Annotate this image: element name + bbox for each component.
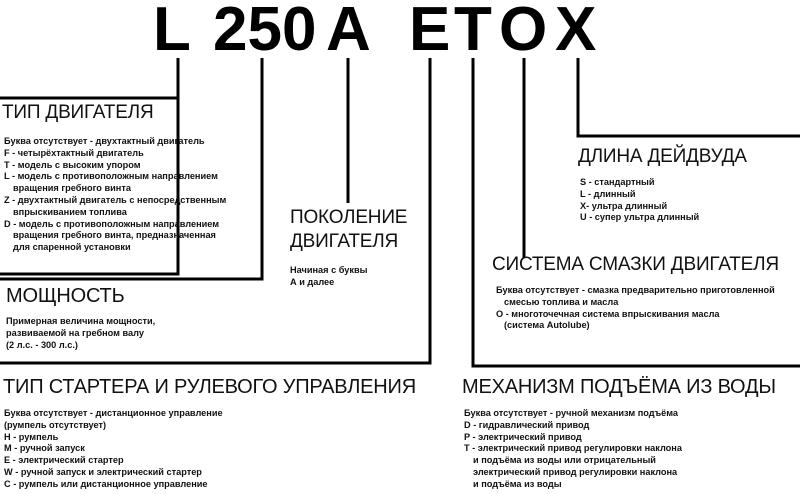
code-letter-starter: E xyxy=(409,0,451,64)
engine-type-line: для спаренной установки xyxy=(13,242,131,253)
tilt-mechanism-line: и подъёма из воды или отрицательный xyxy=(473,455,656,466)
lubrication-description xyxy=(496,285,775,332)
shaft-length-line: X- ультра длинный xyxy=(580,200,668,211)
lubrication-line: Буква отсутствует - смазка предварительно приготовленной xyxy=(496,285,775,295)
generation-line: А и далее xyxy=(290,276,335,287)
shaft-length-line: L - длинный xyxy=(580,188,636,199)
tilt-mechanism-line: D - гидравлический привод xyxy=(464,419,590,430)
engine-type-line: вращения гребного винта, предназначенная xyxy=(13,230,216,241)
lubrication-title: СИСТЕМА СМАЗКИ ДВИГАТЕЛЯ xyxy=(492,254,779,275)
shaft-length-line: U - супер ультра длинный xyxy=(580,212,700,223)
starter-steering-line: (румпель отсутствует) xyxy=(4,419,107,430)
starter-steering-line: H - румпель xyxy=(4,431,59,442)
tilt-mechanism-description xyxy=(464,408,682,491)
engine-type-title: ТИП ДВИГАТЕЛЯ xyxy=(2,102,154,123)
engine-type-line: впрыскиванием топлива xyxy=(13,206,127,217)
code-letter-generation: A xyxy=(326,0,371,64)
tilt-mechanism-line: электрический привод регулировки наклона xyxy=(473,466,678,477)
generation-line: Начиная с буквы xyxy=(290,265,368,275)
code-letter-tilt: T xyxy=(454,0,492,64)
engine-type-line: Буква отсутствует - двухтактный двигатель xyxy=(4,136,205,146)
engine-type-line: D - модель с противоположным направлением xyxy=(4,218,220,229)
tilt-mechanism-line: Буква отсутствует - ручной механизм подъёма xyxy=(464,408,679,418)
tilt-mechanism-line: и подъёма из воды xyxy=(473,478,562,489)
tilt-mechanism-line: T - электрический привод регулировки наклона xyxy=(464,443,682,454)
engine-type-line: T - модель с высоким упором xyxy=(4,159,141,170)
starter-steering-line: M - ручной запуск xyxy=(4,443,85,454)
engine-type-line: Z - двухтактный двигатель с непосредственным xyxy=(4,194,227,205)
code-letter-lubrication: O xyxy=(499,0,548,64)
power-line: (2 л.с. - 300 л.с.) xyxy=(6,339,78,350)
connector-l xyxy=(0,58,178,98)
tilt-mechanism-line: P - электрический привод xyxy=(464,431,582,442)
generation-title-line1: ПОКОЛЕНИЕ xyxy=(290,207,408,228)
power-description xyxy=(6,316,155,351)
engine-type-line: вращения гребного винта xyxy=(13,183,131,194)
starter-steering-title: ТИП СТАРТЕРА И РУЛЕВОГО УПРАВЛЕНИЯ xyxy=(3,376,416,398)
code-letter-engine-type: L xyxy=(153,0,191,64)
starter-steering-line: W - ручной запуск и электрический стартер xyxy=(4,466,202,477)
starter-steering-line: C - румпель или дистанционное управление xyxy=(4,478,208,489)
power-title: МОЩНОСТЬ xyxy=(6,285,125,307)
lubrication-line: (система Autolube) xyxy=(504,320,590,331)
shaft-length-description xyxy=(580,177,699,224)
connector-x xyxy=(578,58,800,136)
code-letter-power: 250 xyxy=(213,0,317,64)
generation-description xyxy=(290,265,368,289)
starter-steering-line: E - электрический стартер xyxy=(4,455,124,466)
starter-steering-description xyxy=(4,408,223,491)
lubrication-line: O - многоточечная система впрыскивания масла xyxy=(496,308,720,319)
lubrication-line: смесью топлива и масла xyxy=(504,296,619,307)
code-letter-shaft: X xyxy=(555,0,597,64)
engine-type-description xyxy=(4,136,226,254)
generation-title-line2: ДВИГАТЕЛЯ xyxy=(290,231,399,252)
engine-type-line: F - четырёхтактный двигатель xyxy=(4,147,144,158)
starter-steering-line: Буква отсутствует - дистанционное управление xyxy=(4,408,223,418)
engine-type-line: L - модель с противоположным направлением xyxy=(4,171,218,182)
power-line: Примерная величина мощности, xyxy=(6,316,156,326)
shaft-length-line: S - стандартный xyxy=(580,177,655,187)
tilt-mechanism-title: МЕХАНИЗМ ПОДЪЁМА ИЗ ВОДЫ xyxy=(462,376,776,398)
power-line: развиваемой на гребном валу xyxy=(6,327,144,338)
shaft-length-title: ДЛИНА ДЕЙДВУДА xyxy=(578,146,747,167)
